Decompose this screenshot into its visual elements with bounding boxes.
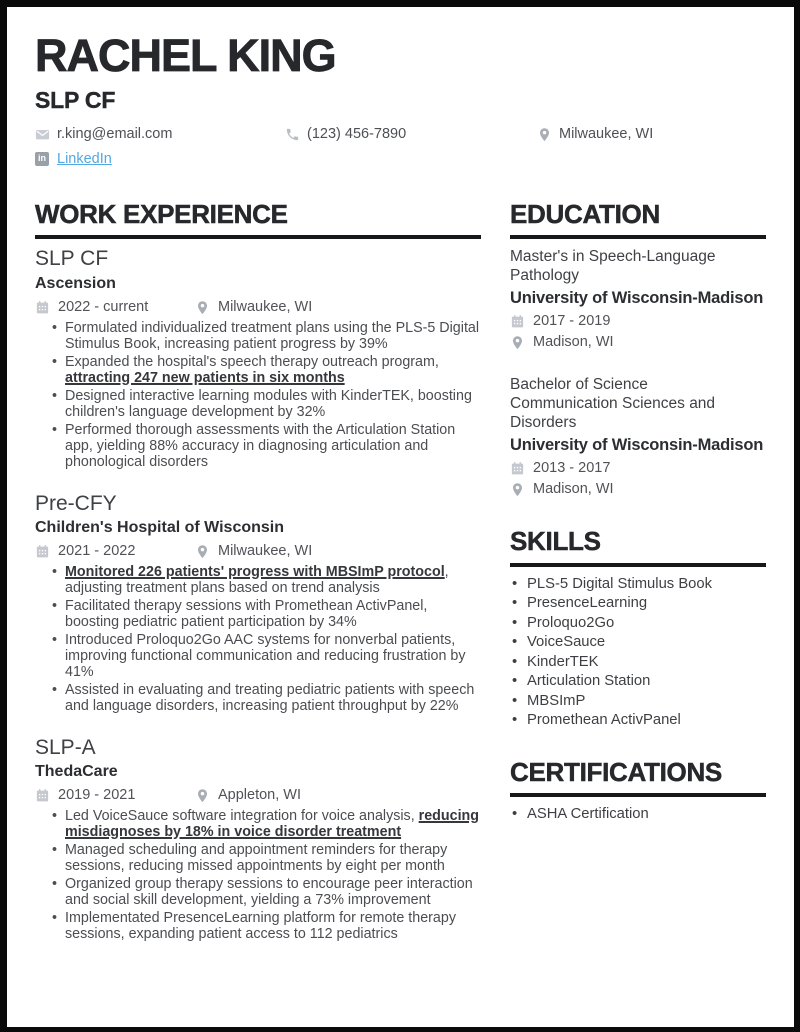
education-heading: EDUCATION [510,201,766,239]
job-bullet-item [35,842,481,874]
skill-item: • MBSImP [510,692,766,712]
work-experience-heading: WORK EXPERIENCE [35,201,481,239]
job-bullet-item [35,422,481,470]
job-bullet-item [35,388,481,420]
education-entry [510,375,766,498]
skill-item: • Promethean ActivPanel [510,711,766,731]
job-entry [35,492,481,714]
education-location-text: Madison, WI [533,334,614,351]
bullet-emphasis-text: Monitored 226 patients' progress with MBSImP protocol [65,563,445,580]
skills-heading: SKILLS [510,528,766,566]
skill-item: • PLS-5 Digital Stimulus Book [510,575,766,595]
bullet-text: Performed thorough assessments with the Articulation Station app, yielding 88% accuracy in diagnosing articulation and phonological disorders [65,421,456,470]
contact-email-text: r.king@email.com [57,126,173,143]
pin-icon [195,544,210,559]
pin-icon [195,300,210,315]
pin-icon [510,335,525,350]
job-title: SLP CF [35,247,109,271]
job-bullet-item [35,564,481,596]
job-dates [35,787,195,804]
bullet-text: Assisted in evaluating and treating pediatric patients with speech and language disorders, increasing patient throughput by 22% [65,681,475,714]
job-bullet-item [35,598,481,630]
job-dates-text: 2022 - current [58,298,149,315]
mail-icon [35,127,50,142]
bullet-text: , adjusting treatment plans based on trend analysis [65,563,449,596]
job-bullet-item [35,910,481,942]
job-company: Children's Hospital of Wisconsin [35,518,285,536]
contact-linkedin [35,151,285,167]
pin-icon [510,482,525,497]
job-location [195,787,301,804]
skill-item: • Articulation Station [510,672,766,692]
phone-icon [285,127,300,142]
job-bullet-list [35,320,481,470]
degree-name: Bachelor of Science [510,376,648,394]
job-meta [35,299,481,316]
job-bullet-item [35,632,481,680]
job-company: ThedaCare [35,762,118,780]
job-location-text: Appleton, WI [218,786,302,803]
bullet-text: Managed scheduling and appointment reminders for therapy sessions, reducing missed appointments by eight per month [65,841,448,874]
right-column [510,201,766,944]
job-dates-text: 2019 - 2021 [58,786,136,803]
bullet-text: Expanded the hospital's speech therapy outreach program, [65,353,439,370]
education-list [510,247,766,498]
linkedin-link[interactable]: LinkedIn [57,151,112,168]
job-bullet-list [35,808,481,942]
job-bullet-item [35,320,481,352]
job-bullet-item [35,682,481,714]
calendar-icon [510,314,525,329]
calendar-icon [35,544,50,559]
pin-icon [195,788,210,803]
education-dates [510,313,766,330]
education-entry [510,247,766,351]
bullet-emphasis-text: reducing misdiagnoses by 18% in voice disorder treatment [65,807,480,840]
job-bullet-item [35,354,481,386]
job-list [35,247,481,941]
bullet-text: Led VoiceSauce software integration for voice analysis, [65,807,419,824]
education-dates [510,460,766,477]
contact-phone [285,126,537,142]
education-location [510,334,766,351]
certifications-heading: CERTIFICATIONS [510,759,766,797]
job-company: Ascension [35,274,116,292]
bullet-text: Organized group therapy sessions to encourage peer interaction and social skill development, yielding a 73% improvement [65,875,473,908]
education-location-text: Madison, WI [533,481,614,498]
person-name: RACHEL KING [35,30,336,81]
job-dates [35,299,195,316]
skill-item: • Proloquo2Go [510,614,766,634]
contact-location [537,126,766,142]
education-location [510,481,766,498]
job-entry [35,736,481,942]
job-bullet-item [35,876,481,908]
job-title: SLP-A [35,735,96,759]
job-location [195,299,312,316]
job-dates-text: 2021 - 2022 [58,542,136,559]
contact-email [35,126,285,142]
certifications-list [510,805,766,825]
education-dates-text: 2017 - 2019 [533,313,611,330]
job-entry [35,247,481,469]
job-meta [35,787,481,804]
calendar-icon [35,300,50,315]
job-meta [35,543,481,560]
certification-item: • ASHA Certification [510,805,766,825]
bullet-text: Formulated individualized treatment plans using the PLS-5 Digital Stimulus Book, increasing patient progress by 39% [65,319,480,352]
job-bullet-list [35,564,481,714]
job-location-text: Milwaukee, WI [218,542,313,559]
person-role: SLP CF [35,87,116,113]
skill-item: • KinderTEK [510,653,766,673]
calendar-icon [35,788,50,803]
school-name: University of Wisconsin-Madison [510,436,764,455]
bullet-text: Facilitated therapy sessions with Promethean ActivPanel, boosting pediatric patient participation by 34% [65,597,428,630]
resume-body [35,201,766,944]
skill-item: • PresenceLearning [510,594,766,614]
contact-info [35,126,766,167]
skill-item: • VoiceSauce [510,633,766,653]
job-bullet-item [35,808,481,840]
degree-name: Communication Sciences and Disorders [510,395,716,432]
education-dates-text: 2013 - 2017 [533,460,611,477]
job-location [195,543,312,560]
pin-icon [537,127,552,142]
school-name: University of Wisconsin-Madison [510,289,764,308]
calendar-icon [510,461,525,476]
degree-name: Master's in Speech-Language Pathology [510,248,716,285]
skills-list [510,575,766,731]
job-title: Pre-CFY [35,491,117,515]
contact-phone-text: (123) 456-7890 [307,126,407,143]
bullet-text: Implementated PresenceLearning platform for remote therapy sessions, expanding patient access to 112 pediatrics [65,909,456,942]
resume-header [35,30,766,168]
bullet-emphasis-text: attracting 247 new patients in six months [65,369,345,386]
work-experience-section [35,201,481,944]
contact-location-text: Milwaukee, WI [559,126,654,143]
job-dates [35,543,195,560]
bullet-text: Introduced Proloquo2Go AAC systems for nonverbal patients, improving functional communication and reducing frustration by 41% [65,631,466,680]
linkedin-icon: in [35,152,50,167]
bullet-text: Designed interactive learning modules with KinderTEK, boosting children's language development by 32% [65,387,472,420]
job-location-text: Milwaukee, WI [218,298,313,315]
